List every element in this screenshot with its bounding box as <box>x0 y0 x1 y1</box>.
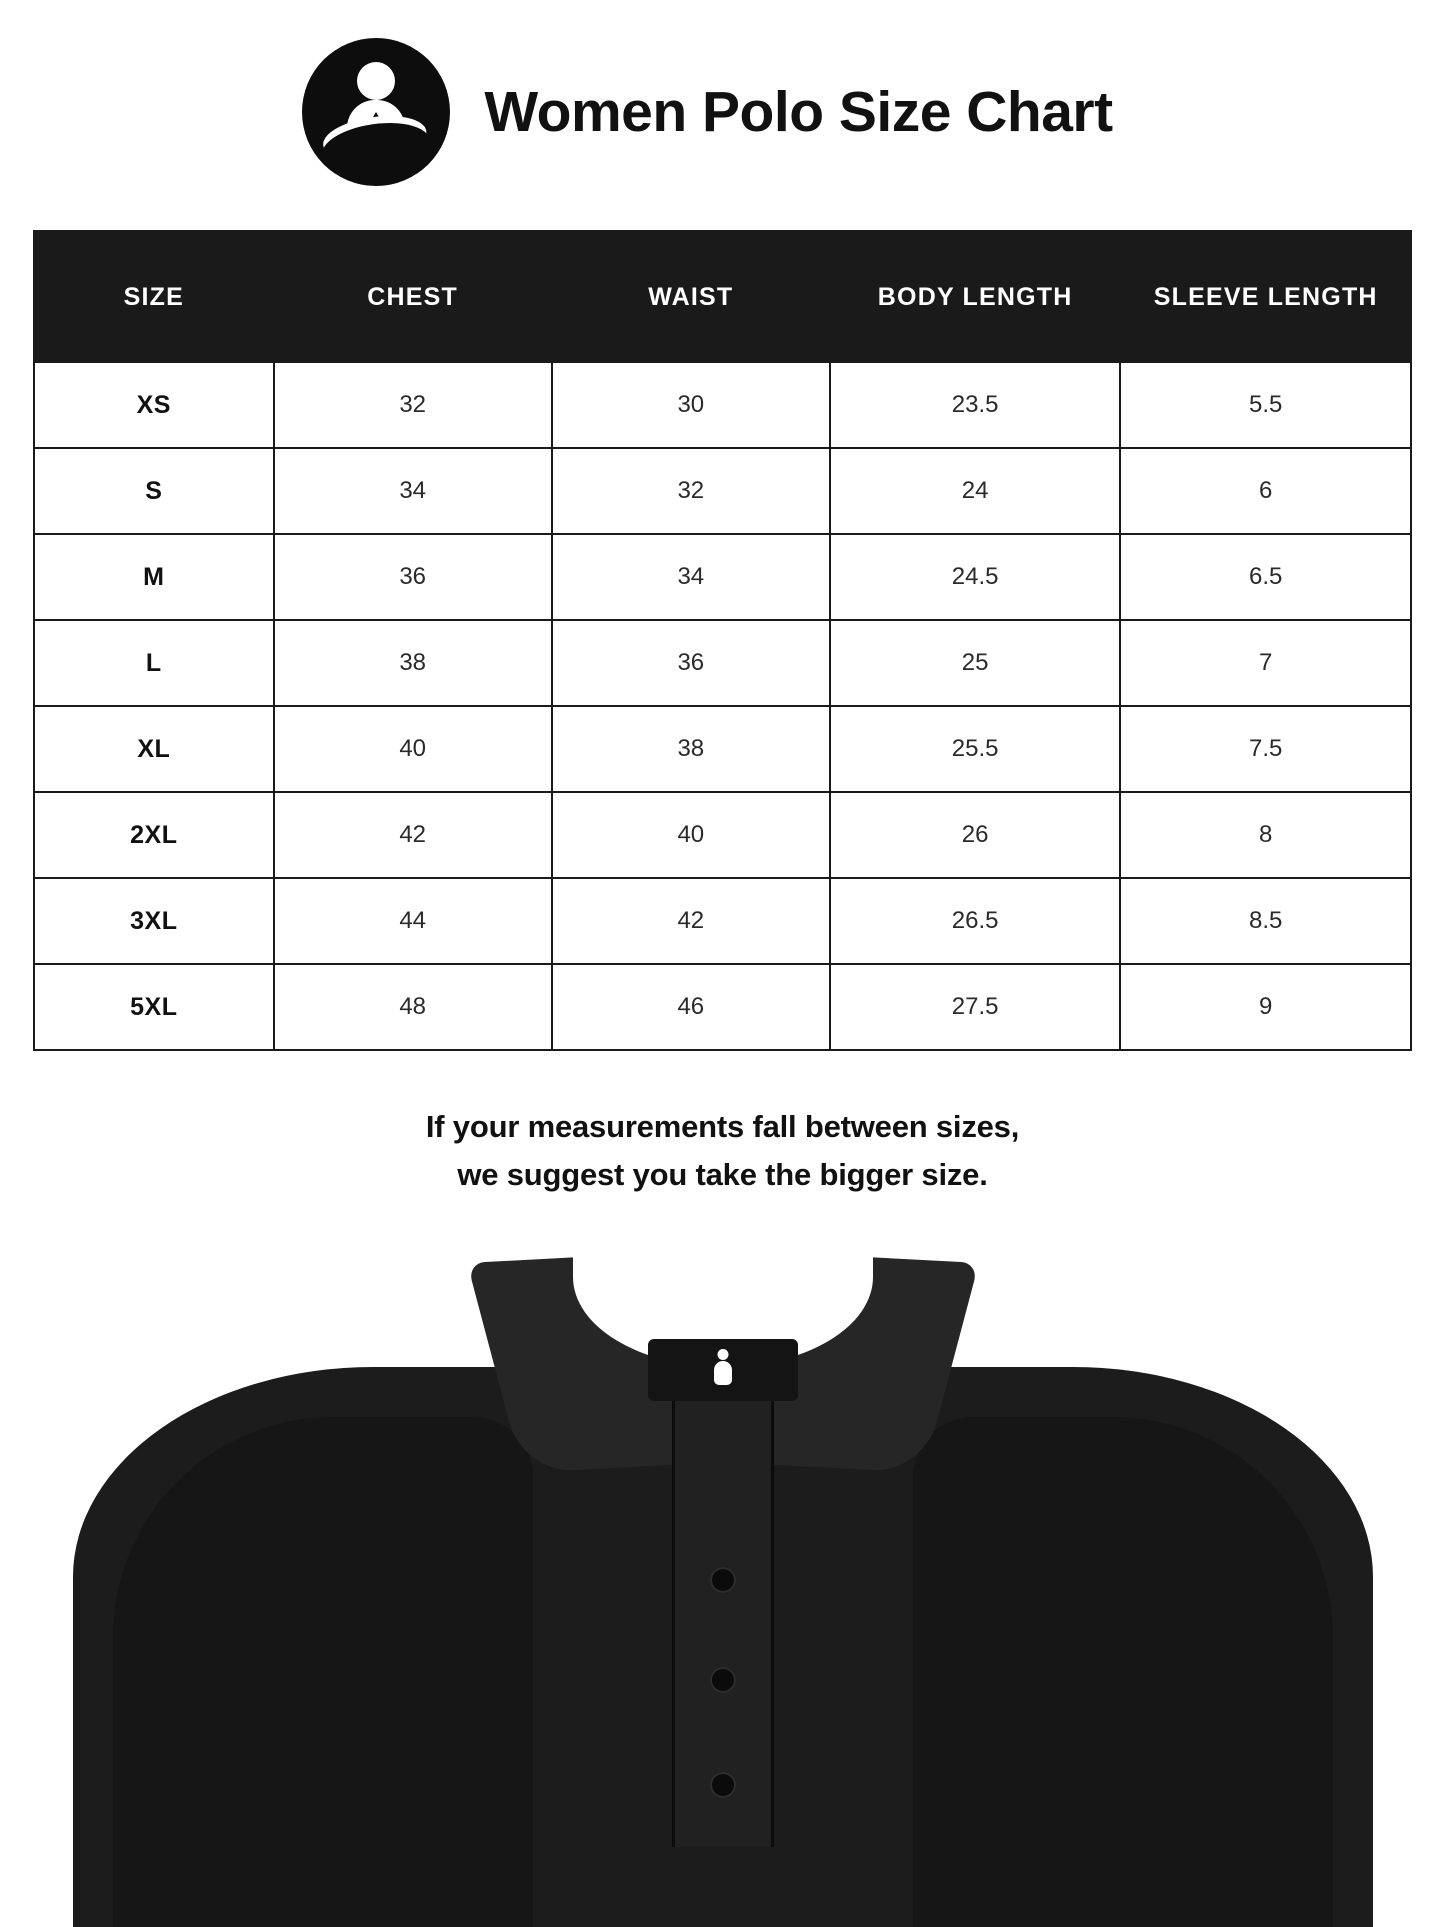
cell-size: L <box>34 620 274 706</box>
table-row <box>34 706 1411 792</box>
table-row <box>34 620 1411 706</box>
table-row <box>34 534 1411 620</box>
column-header-size: SIZE <box>34 231 274 362</box>
cell-sleeve-length: 8 <box>1120 792 1411 878</box>
table-row <box>34 878 1411 964</box>
cell-body-length: 25.5 <box>830 706 1121 792</box>
cell-size: XS <box>34 362 274 448</box>
cell-sleeve-length: 7.5 <box>1120 706 1411 792</box>
sizing-note <box>0 1103 1445 1199</box>
cell-waist: 32 <box>552 448 830 534</box>
cell-chest: 36 <box>274 534 552 620</box>
cell-waist: 34 <box>552 534 830 620</box>
cell-waist: 36 <box>552 620 830 706</box>
cell-waist: 38 <box>552 706 830 792</box>
cell-sleeve-length: 6 <box>1120 448 1411 534</box>
cell-waist: 42 <box>552 878 830 964</box>
cell-size: S <box>34 448 274 534</box>
cell-body-length: 25 <box>830 620 1121 706</box>
page-title: Women Polo Size Chart <box>484 80 1113 144</box>
cell-sleeve-length: 9 <box>1120 964 1411 1050</box>
cell-waist: 46 <box>552 964 830 1050</box>
cell-size: 5XL <box>34 964 274 1050</box>
cell-body-length: 24 <box>830 448 1121 534</box>
size-chart-table <box>33 230 1412 1051</box>
cell-size: XL <box>34 706 274 792</box>
cell-chest: 34 <box>274 448 552 534</box>
cell-sleeve-length: 8.5 <box>1120 878 1411 964</box>
cell-chest: 42 <box>274 792 552 878</box>
cell-chest: 44 <box>274 878 552 964</box>
column-header-waist: WAIST <box>552 231 830 362</box>
cell-size: 3XL <box>34 878 274 964</box>
sizing-note-line-2: we suggest you take the bigger size. <box>457 1157 988 1193</box>
table-body <box>34 362 1411 1050</box>
polo-brand-tag <box>648 1339 798 1401</box>
brand-logo-icon <box>302 38 450 186</box>
table-row <box>34 362 1411 448</box>
brand-logo-icon-small <box>711 1349 735 1389</box>
column-header-body-length: BODY LENGTH <box>830 231 1121 362</box>
sizing-note-line-1: If your measurements fall between sizes, <box>425 1109 1020 1144</box>
cell-body-length: 26 <box>830 792 1121 878</box>
black-polo-shirt-photo <box>0 1227 1445 1927</box>
polo-shirt-illustration <box>73 1247 1373 1927</box>
table-header-row <box>34 231 1411 362</box>
logo-head-shape <box>357 62 395 100</box>
cell-chest: 40 <box>274 706 552 792</box>
cell-size: M <box>34 534 274 620</box>
table-header <box>34 231 1411 362</box>
tag-logo-body <box>714 1361 732 1385</box>
cell-body-length: 23.5 <box>830 362 1121 448</box>
cell-chest: 48 <box>274 964 552 1050</box>
page-header <box>0 0 1445 186</box>
cell-chest: 38 <box>274 620 552 706</box>
polo-button <box>710 1667 736 1693</box>
cell-body-length: 26.5 <box>830 878 1121 964</box>
table-row <box>34 964 1411 1050</box>
cell-size: 2XL <box>34 792 274 878</box>
cell-body-length: 27.5 <box>830 964 1121 1050</box>
polo-shade-right <box>913 1417 1333 1927</box>
tag-logo-head <box>717 1349 728 1360</box>
cell-sleeve-length: 6.5 <box>1120 534 1411 620</box>
table-row <box>34 792 1411 878</box>
size-chart-table-container <box>33 230 1412 1051</box>
polo-button <box>710 1772 736 1798</box>
polo-button <box>710 1567 736 1593</box>
cell-waist: 40 <box>552 792 830 878</box>
column-header-sleeve-length: SLEEVE LENGTH <box>1120 231 1411 362</box>
cell-body-length: 24.5 <box>830 534 1121 620</box>
cell-waist: 30 <box>552 362 830 448</box>
cell-sleeve-length: 5.5 <box>1120 362 1411 448</box>
table-row <box>34 448 1411 534</box>
cell-sleeve-length: 7 <box>1120 620 1411 706</box>
cell-chest: 32 <box>274 362 552 448</box>
logo-swoosh-shape <box>320 117 433 178</box>
column-header-chest: CHEST <box>274 231 552 362</box>
polo-shade-left <box>113 1417 533 1927</box>
